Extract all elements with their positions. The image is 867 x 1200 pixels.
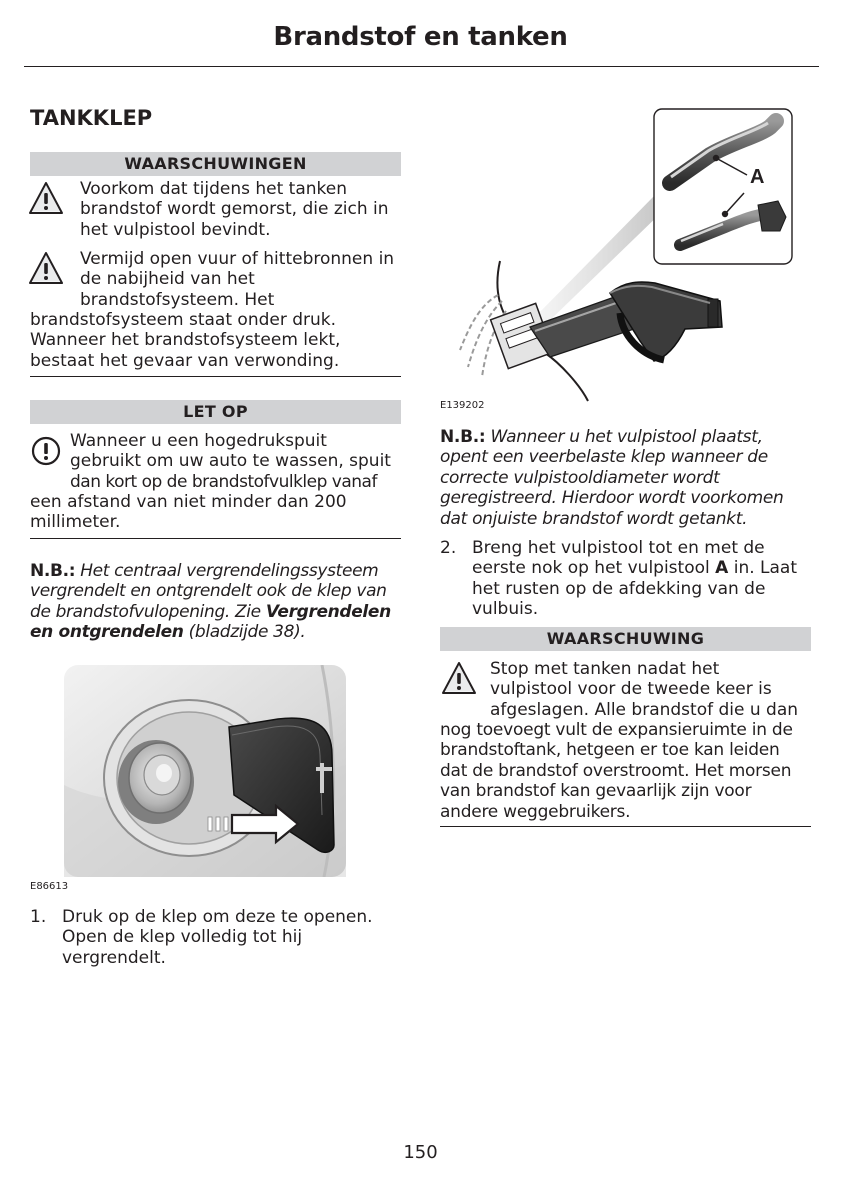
warning-triangle-icon: [28, 181, 64, 217]
warning-right-text-b: nog toevoegt vult de expansieruimte in de brandstoftank, hetgeen er toe kan leiden dat de brandstof overstroomt. Het morsen van brandstof kan gevaarlijk zijn voor andere weggebruikers.: [440, 720, 793, 822]
section-title: TANKKLEP: [30, 106, 153, 130]
warning-right-bottom-rule: [440, 826, 811, 827]
caution-text-b: een afstand van niet minder dan 200 millimeter.: [30, 492, 347, 533]
warnings-title-bar: WAARSCHUWINGEN: [30, 152, 401, 176]
callout-a-label: A: [750, 166, 765, 188]
figure-code-right: E139202: [440, 400, 485, 411]
warnings-bottom-rule: [30, 376, 401, 377]
page-header: Brandstof en tanken: [273, 22, 568, 52]
warning-item-1: Voorkom dat tijdens het tanken brandstof wordt gemorst, die zich in het vulpistool bevindt.: [80, 179, 389, 240]
fuel-flap-illustration: [64, 665, 346, 877]
warning-item-2a: Vermijd open vuur of hittebronnen in de nabijheid van het brandstofsysteem. Het: [80, 249, 395, 310]
step-1-number: 1.: [30, 907, 47, 927]
step-2-text: Breng het vulpistool tot en met de eerste nok op het vulpistool A in. Laat het rusten op de afdekking van de vulbuis.: [472, 538, 797, 620]
figure-code-left: E86613: [30, 881, 69, 892]
caution-exclamation-icon: [31, 436, 61, 466]
caution-text-a: Wanneer u een hogedrukspuit gebruikt om uw auto te wassen, spuit dan kort op de brandstofvulklep vanaf: [70, 431, 391, 492]
caution-bottom-rule: [30, 538, 401, 539]
note-right: N.B.: Wanneer u het vulpistool plaatst, opent een veerbelaste klep wanneer de correcte vulpistooldiameter wordt geregistreerd. Hierdoor wordt voorkomen dat onjuiste brandstof wordt getankt.: [440, 427, 784, 529]
page-number: 150: [403, 1142, 438, 1163]
step-1-text: Druk op de klep om deze te openen. Open de klep volledig tot hij vergrendelt.: [62, 907, 373, 968]
warning-right-text-a: Stop met tanken nadat het vulpistool voor de tweede keer is afgeslagen. Alle brandstof die u dan: [490, 659, 799, 720]
warning-item-2b: brandstofsysteem staat onder druk. Wanneer het brandstofsysteem lekt, bestaat het gevaar van verwonding.: [30, 310, 341, 371]
warning-triangle-icon: [441, 661, 477, 697]
header-divider: [24, 66, 819, 67]
fuel-nozzle-illustration: [440, 105, 810, 405]
warning-triangle-icon: [28, 251, 64, 287]
warning-right-title-bar: WAARSCHUWING: [440, 627, 811, 651]
step-2-number: 2.: [440, 538, 457, 558]
caution-title-bar: LET OP: [30, 400, 401, 424]
note-left: N.B.: Het centraal vergrendelingssysteem vergrendelt en ontgrendelt ook de klep van de brandstofvulopening. Zie Vergrendelen en ontgrendelen (bladzijde 38).: [30, 561, 391, 643]
